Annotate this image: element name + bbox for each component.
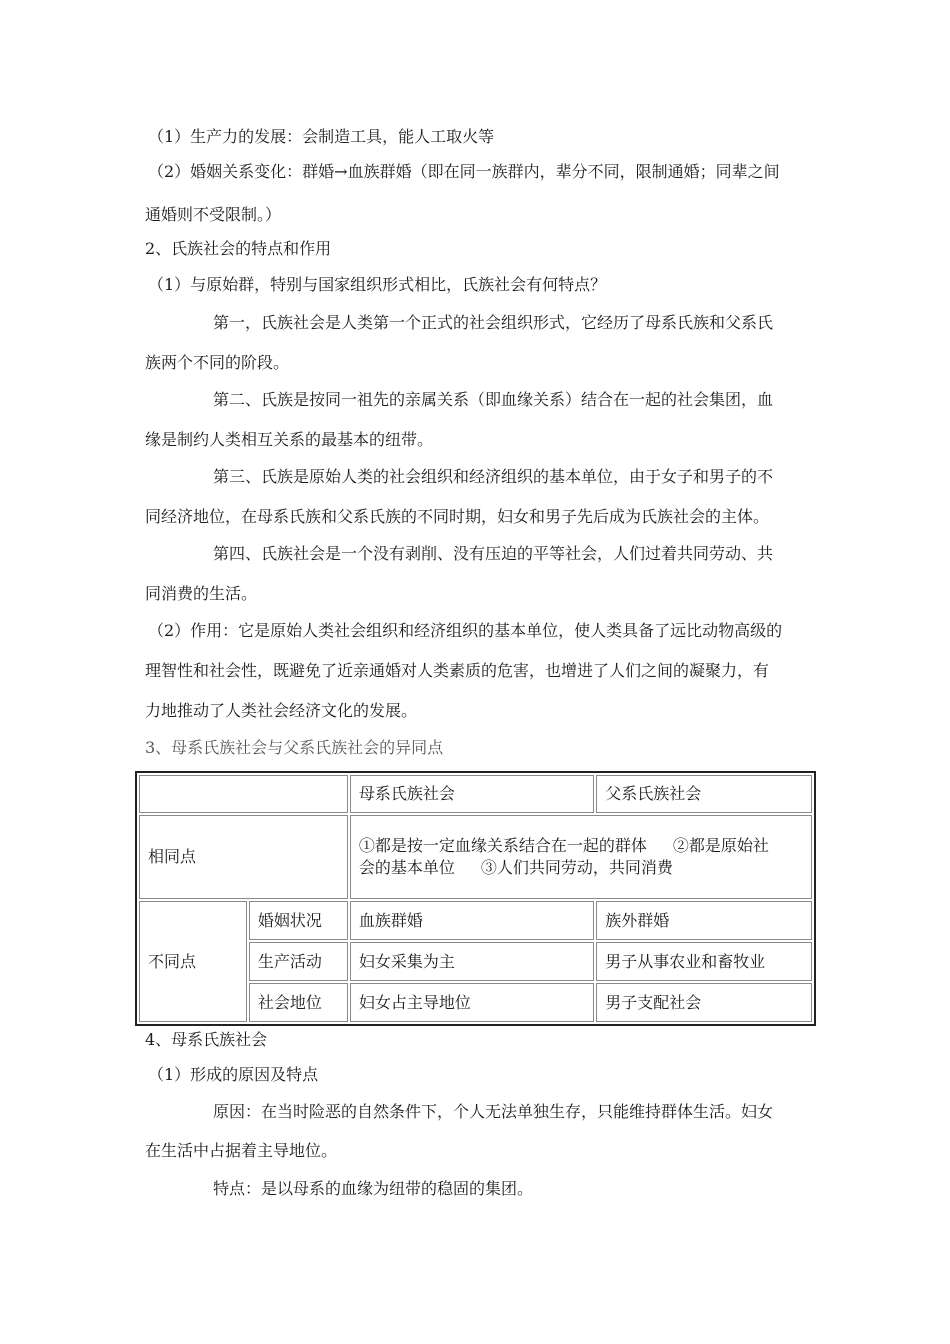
same-points-text: [350, 815, 812, 899]
aspect-cell: 生产活动: [249, 942, 348, 981]
table-header-patriarchal: 父系氏族社会: [596, 775, 812, 813]
paragraph-fourth: 同消费的生活。: [145, 584, 258, 603]
text-line: （2）婚姻关系变化：群婚→血族群婚（即在同一族群内，辈分不同，限制通婚；同辈之间: [148, 162, 780, 181]
text-line: （1）生产力的发展：会制造工具，能人工取火等: [148, 127, 495, 146]
table-header-matriarchal: 母系氏族社会: [350, 775, 594, 813]
matriarchal-cell: 妇女采集为主: [350, 942, 594, 981]
paragraph-first: 第一，氏族社会是人类第一个正式的社会组织形式，它经历了母系氏族和父系氏: [213, 313, 774, 332]
question-line: （1）形成的原因及特点: [148, 1065, 319, 1084]
aspect-cell: 婚姻状况: [249, 901, 348, 940]
patriarchal-cell: 族外群婚: [596, 901, 812, 940]
paragraph-third: 第三、氏族是原始人类的社会组织和经济组织的基本单位，由于女子和男子的不: [213, 467, 774, 486]
cause-paragraph: 在生活中占据着主导地位。: [145, 1141, 338, 1160]
patriarchal-cell: 男子从事农业和畜牧业: [596, 942, 812, 981]
section-heading: 3、母系氏族社会与父系氏族社会的异同点: [145, 738, 444, 757]
same-point-3: ③人们共同劳动，共同消费: [480, 858, 673, 877]
patriarchal-cell: 男子支配社会: [596, 983, 812, 1022]
table-header-empty: [139, 775, 348, 813]
paragraph-first: 族两个不同的阶段。: [145, 353, 290, 372]
same-points-label: 相同点: [139, 815, 348, 899]
paragraph-fourth: 第四、氏族社会是一个没有剥削、没有压迫的平等社会，人们过着共同劳动、共: [213, 544, 774, 563]
diff-points-label: 不同点: [139, 901, 247, 1022]
role-paragraph: （2）作用：它是原始人类社会组织和经济组织的基本单位，使人类具备了远比动物高级的: [148, 621, 783, 640]
paragraph-second: 缘是制约人类相互关系的最基本的纽带。: [145, 430, 434, 449]
same-point-2: ②都是原始社: [672, 836, 769, 855]
matriarchal-cell: 血族群婚: [350, 901, 594, 940]
section-heading: 4、母系氏族社会: [145, 1030, 268, 1049]
section-heading: 2、氏族社会的特点和作用: [145, 239, 332, 258]
aspect-cell: 社会地位: [249, 983, 348, 1022]
question-line: （1）与原始群，特别与国家组织形式相比，氏族社会有何特点？: [148, 275, 607, 294]
role-paragraph: 力地推动了人类社会经济文化的发展。: [145, 701, 418, 720]
cause-paragraph: 原因：在当时险恶的自然条件下，个人无法单独生存，只能维持群体生活。妇女: [213, 1102, 774, 1121]
text-line: 通婚则不受限制。）: [145, 205, 282, 224]
comparison-table: [135, 771, 816, 1026]
feature-paragraph: 特点：是以母系的血缘为纽带的稳固的集团。: [213, 1179, 534, 1198]
paragraph-second: 第二、氏族是按同一祖先的亲属关系（即血缘关系）结合在一起的社会集团，血: [213, 390, 774, 409]
matriarchal-cell: 妇女占主导地位: [350, 983, 594, 1022]
same-point-2-cont: 会的基本单位: [358, 858, 455, 877]
same-point-1: ①都是按一定血缘关系结合在一起的群体: [358, 836, 647, 855]
role-paragraph: 理智性和社会性，既避免了近亲通婚对人类素质的危害，也增进了人们之间的凝聚力，有: [145, 661, 770, 680]
paragraph-third: 同经济地位，在母系氏族和父系氏族的不同时期，妇女和男子先后成为氏族社会的主体。: [145, 507, 770, 526]
